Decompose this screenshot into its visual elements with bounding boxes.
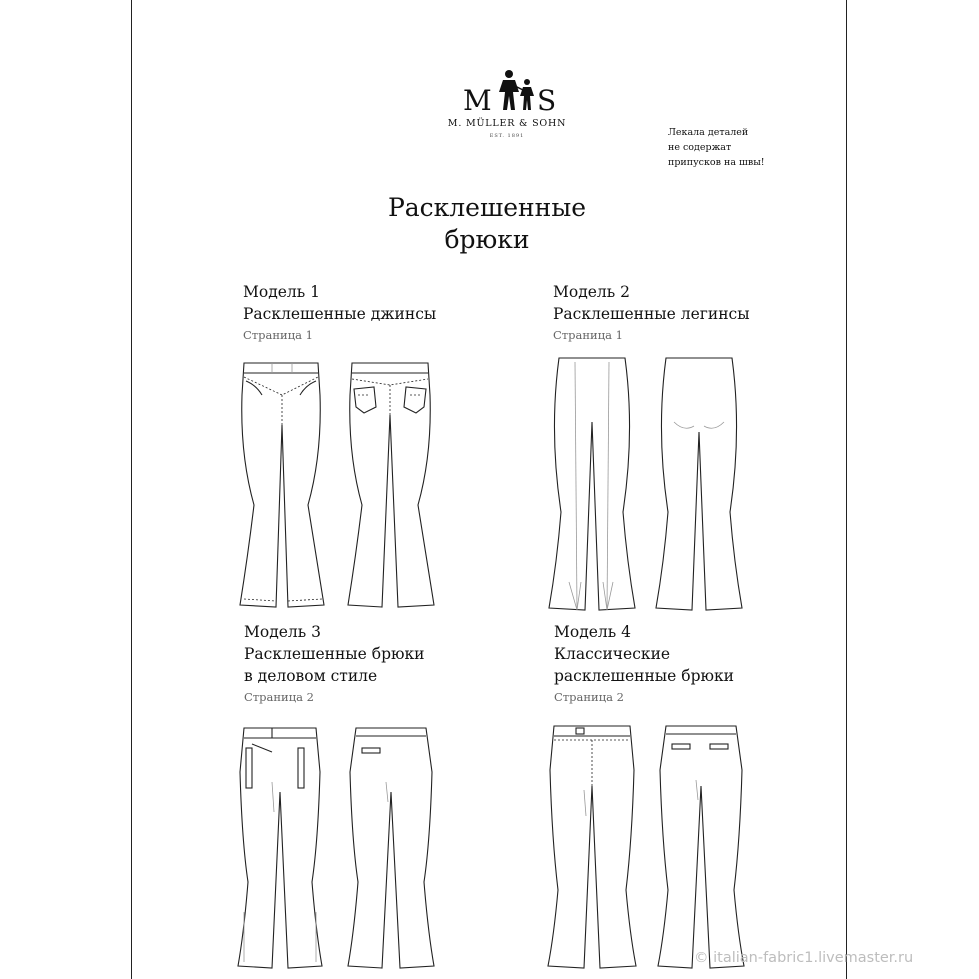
seam-allowance-note: [668, 125, 788, 170]
model-2-front-sketch: [547, 352, 637, 614]
note-line: не содержат: [668, 142, 732, 153]
svg-text:S: S: [537, 84, 557, 116]
model-1-caption: [243, 281, 436, 344]
model-3-caption: [244, 621, 425, 706]
model-number: Модель 1: [243, 283, 320, 301]
page-title: [330, 192, 644, 256]
brand-established: EST. 1891: [489, 133, 525, 139]
model-name: Классические: [554, 645, 671, 663]
model-name: Расклешенные легинсы: [553, 305, 750, 323]
model-2-caption: [553, 281, 750, 344]
title-line: Расклешенные: [387, 193, 587, 222]
model-page-ref: Страница 2: [554, 690, 624, 704]
model-1-front-sketch: [236, 355, 326, 613]
model-4-back-sketch: [656, 720, 746, 972]
model-3-front-sketch: [236, 722, 324, 972]
model-2-back-sketch: [654, 352, 744, 614]
model-number: Модель 2: [553, 283, 630, 301]
model-name: расклешенные брюки: [554, 667, 734, 685]
model-name: Расклешенные джинсы: [243, 305, 437, 323]
model-name: в деловом стиле: [244, 667, 378, 685]
model-number: Модель 4: [554, 623, 631, 641]
model-number: Модель 3: [244, 623, 321, 641]
model-page-ref: Страница 1: [553, 328, 623, 342]
svg-text:M: M: [463, 84, 492, 116]
brand-name: M. MÜLLER & SOHN: [447, 118, 567, 129]
title-line: брюки: [444, 225, 530, 254]
model-3-back-sketch: [346, 722, 436, 972]
model-page-ref: Страница 2: [244, 690, 314, 704]
brand-logo: [437, 66, 577, 146]
model-name: Расклешенные брюки: [244, 645, 425, 663]
model-4-caption: [554, 621, 734, 706]
watermark: © italian-fabric1.livemaster.ru: [694, 950, 914, 966]
note-line: припусков на швы!: [668, 157, 765, 168]
model-page-ref: Страница 1: [243, 328, 313, 342]
model-1-back-sketch: [344, 355, 436, 613]
model-4-front-sketch: [546, 720, 638, 972]
note-line: Лекала деталей: [668, 127, 749, 138]
family-logo-icon: [457, 66, 557, 116]
